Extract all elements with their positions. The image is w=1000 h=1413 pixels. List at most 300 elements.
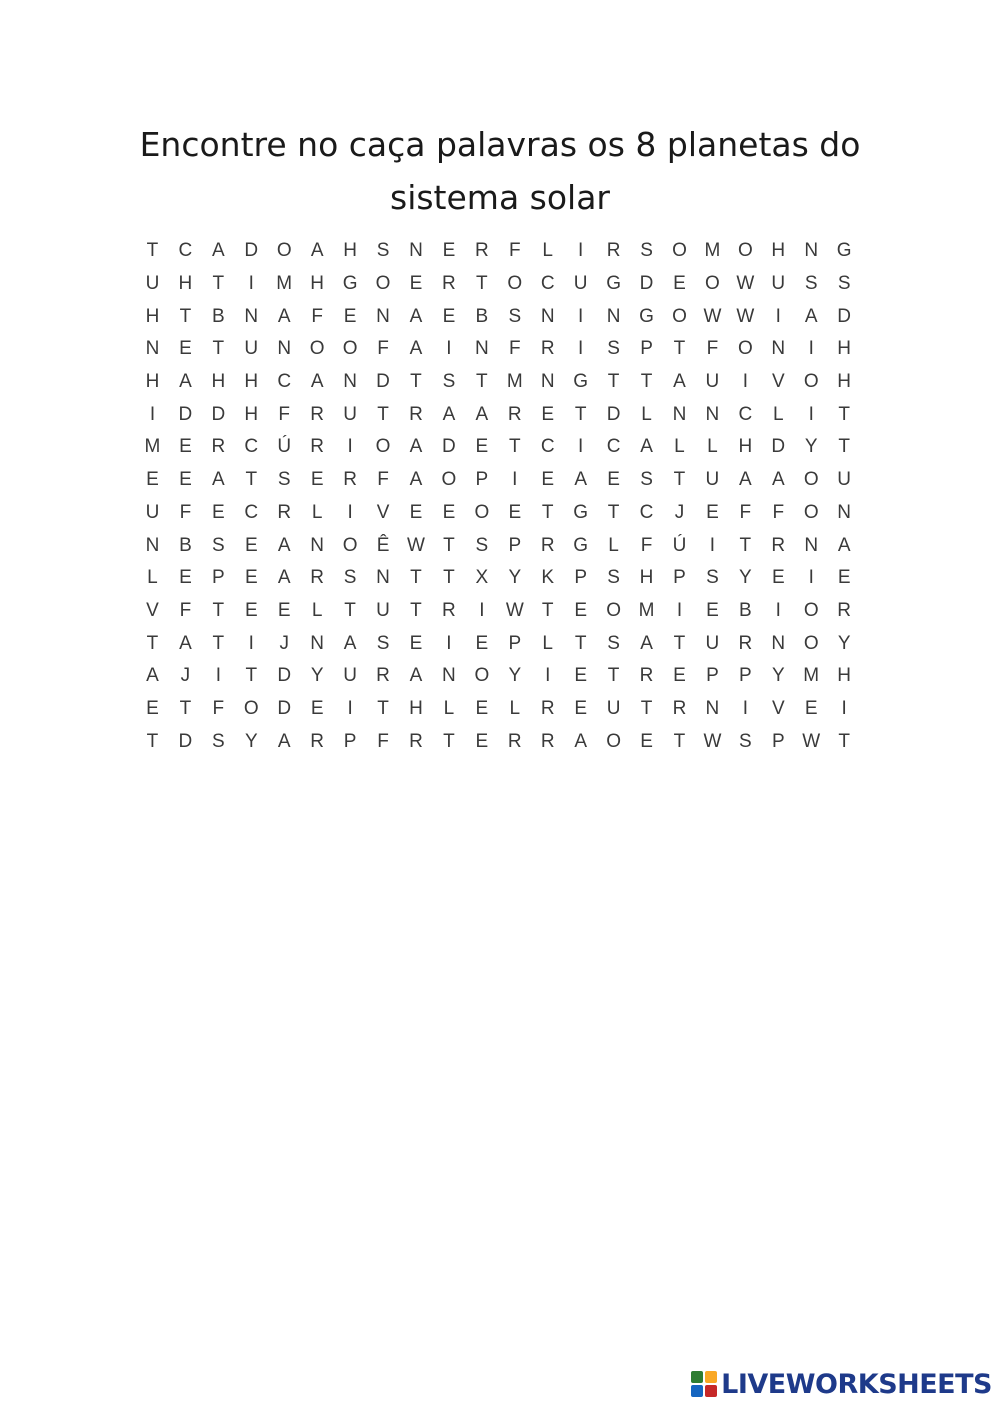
grid-letter[interactable]: F xyxy=(772,501,785,523)
grid-letter[interactable]: I xyxy=(578,240,584,262)
grid-letter[interactable]: A xyxy=(574,730,587,752)
grid-letter[interactable]: S xyxy=(343,567,357,589)
grid-letter[interactable]: T xyxy=(410,567,422,589)
grid-letter[interactable]: I xyxy=(742,371,748,393)
grid-letter[interactable]: E xyxy=(310,697,324,719)
grid-letter[interactable]: A xyxy=(212,469,225,491)
grid-letter[interactable]: P xyxy=(508,632,522,654)
grid-letter[interactable]: T xyxy=(640,371,653,393)
grid-letter[interactable]: H xyxy=(244,403,259,425)
grid-letter[interactable]: E xyxy=(146,469,159,491)
grid-letter[interactable]: E xyxy=(837,567,851,589)
grid-letter[interactable]: U xyxy=(145,501,160,523)
grid-letter[interactable]: R xyxy=(771,534,786,556)
grid-letter[interactable]: R xyxy=(606,240,621,262)
grid-letter[interactable]: S xyxy=(376,632,390,654)
grid-letter[interactable]: E xyxy=(804,697,818,719)
grid-letter[interactable]: Y xyxy=(771,665,785,687)
grid-letter[interactable]: W xyxy=(802,730,821,752)
grid-letter[interactable]: R xyxy=(540,338,555,360)
grid-letter[interactable]: E xyxy=(607,469,620,491)
grid-letter[interactable]: I xyxy=(578,305,584,327)
grid-letter[interactable]: L xyxy=(542,632,553,654)
grid-letter[interactable]: M xyxy=(803,665,820,687)
grid-letter[interactable]: V xyxy=(376,501,390,523)
grid-letter[interactable]: I xyxy=(578,436,584,458)
grid-letter[interactable]: N xyxy=(837,501,852,523)
grid-letter[interactable]: U xyxy=(145,273,160,295)
grid-letter[interactable]: E xyxy=(475,697,489,719)
grid-letter[interactable]: I xyxy=(215,665,221,687)
grid-letter[interactable]: E xyxy=(409,501,423,523)
grid-letter[interactable]: C xyxy=(244,436,259,458)
grid-letter[interactable]: K xyxy=(541,567,555,589)
grid-letter[interactable]: T xyxy=(179,305,192,327)
grid-letter[interactable]: H xyxy=(409,697,423,719)
grid-letter[interactable]: R xyxy=(277,501,292,523)
grid-letter[interactable]: S xyxy=(640,469,653,491)
grid-letter[interactable]: A xyxy=(343,632,357,654)
grid-letter[interactable]: F xyxy=(377,469,389,491)
grid-letter[interactable]: E xyxy=(673,273,686,295)
grid-letter[interactable]: D xyxy=(606,403,621,425)
grid-letter[interactable]: E xyxy=(179,436,192,458)
grid-letter[interactable]: E xyxy=(673,665,686,687)
word-search-grid[interactable] xyxy=(136,235,861,758)
grid-letter[interactable]: U xyxy=(376,599,390,621)
grid-letter[interactable]: N xyxy=(376,305,390,327)
grid-letter[interactable]: M xyxy=(144,436,161,458)
grid-letter[interactable]: L xyxy=(147,567,158,589)
grid-letter[interactable]: B xyxy=(739,599,752,621)
grid-letter[interactable]: N xyxy=(409,240,423,262)
grid-letter[interactable]: E xyxy=(574,697,587,719)
grid-letter[interactable]: T xyxy=(640,697,653,719)
grid-letter[interactable]: P xyxy=(475,469,489,491)
grid-letter[interactable]: R xyxy=(474,240,489,262)
grid-letter[interactable]: S xyxy=(277,469,291,491)
grid-letter[interactable]: E xyxy=(212,501,225,523)
grid-letter[interactable]: R xyxy=(409,403,423,425)
grid-letter[interactable]: Y xyxy=(739,567,752,589)
grid-letter[interactable]: Y xyxy=(244,730,258,752)
grid-letter[interactable]: H xyxy=(837,665,852,687)
grid-letter[interactable]: R xyxy=(409,730,423,752)
grid-letter[interactable]: E xyxy=(244,599,258,621)
grid-letter[interactable]: R xyxy=(837,599,852,621)
grid-letter[interactable]: L xyxy=(608,534,619,556)
grid-letter[interactable]: T xyxy=(410,371,422,393)
grid-letter[interactable]: A xyxy=(409,338,423,360)
grid-letter[interactable]: L xyxy=(772,403,784,425)
grid-letter[interactable]: R xyxy=(310,730,325,752)
grid-letter[interactable]: O xyxy=(672,240,687,262)
grid-letter[interactable]: U xyxy=(244,338,259,360)
grid-letter[interactable]: R xyxy=(343,469,357,491)
grid-letter[interactable]: I xyxy=(248,273,254,295)
grid-letter[interactable]: G xyxy=(639,305,654,327)
grid-letter[interactable]: A xyxy=(771,469,785,491)
grid-letter[interactable]: C xyxy=(540,273,555,295)
grid-letter[interactable]: T xyxy=(508,436,521,458)
grid-letter[interactable]: T xyxy=(212,632,225,654)
grid-letter[interactable]: F xyxy=(179,599,192,621)
grid-letter[interactable]: Y xyxy=(508,567,522,589)
grid-letter[interactable]: A xyxy=(146,665,159,687)
grid-letter[interactable]: R xyxy=(540,534,555,556)
grid-letter[interactable]: W xyxy=(703,730,722,752)
grid-letter[interactable]: S xyxy=(212,730,225,752)
grid-letter[interactable]: F xyxy=(508,240,521,262)
grid-letter[interactable]: T xyxy=(838,436,850,458)
grid-letter[interactable]: U xyxy=(606,697,621,719)
grid-letter[interactable]: R xyxy=(310,567,325,589)
grid-letter[interactable]: T xyxy=(212,273,225,295)
grid-letter[interactable]: A xyxy=(409,469,423,491)
grid-letter[interactable]: C xyxy=(244,501,259,523)
grid-letter[interactable]: I xyxy=(149,403,156,425)
grid-letter[interactable]: D xyxy=(244,240,259,262)
grid-letter[interactable]: F xyxy=(311,305,323,327)
grid-letter[interactable]: U xyxy=(771,273,786,295)
grid-letter[interactable]: T xyxy=(476,371,488,393)
grid-letter[interactable]: H xyxy=(837,371,852,393)
grid-letter[interactable]: I xyxy=(347,501,353,523)
grid-letter[interactable]: E xyxy=(541,469,555,491)
grid-letter[interactable]: E xyxy=(442,501,456,523)
grid-letter[interactable]: N xyxy=(606,305,621,327)
grid-letter[interactable]: E xyxy=(508,501,522,523)
grid-letter[interactable]: C xyxy=(639,501,654,523)
grid-letter[interactable]: U xyxy=(705,469,720,491)
grid-letter[interactable]: I xyxy=(446,632,452,654)
grid-letter[interactable]: H xyxy=(639,567,654,589)
grid-letter[interactable]: O xyxy=(803,632,819,654)
grid-letter[interactable]: I xyxy=(347,436,353,458)
grid-letter[interactable]: I xyxy=(479,599,485,621)
grid-letter[interactable]: U xyxy=(705,632,720,654)
grid-letter[interactable]: S xyxy=(607,567,620,589)
grid-letter[interactable]: O xyxy=(375,273,391,295)
grid-letter[interactable]: F xyxy=(377,338,389,360)
grid-letter[interactable]: T xyxy=(739,534,752,556)
grid-letter[interactable]: C xyxy=(178,240,193,262)
grid-letter[interactable]: G xyxy=(573,371,589,393)
grid-letter[interactable]: V xyxy=(146,599,159,621)
grid-letter[interactable]: O xyxy=(803,501,819,523)
grid-letter[interactable]: J xyxy=(674,501,685,523)
grid-letter[interactable]: S xyxy=(475,534,489,556)
grid-letter[interactable]: E xyxy=(310,469,324,491)
grid-letter[interactable]: N xyxy=(474,338,489,360)
grid-letter[interactable]: B xyxy=(475,305,489,327)
grid-letter[interactable]: N xyxy=(804,534,819,556)
grid-letter[interactable]: A xyxy=(673,371,686,393)
grid-letter[interactable]: T xyxy=(245,665,258,687)
grid-letter[interactable]: Y xyxy=(508,665,522,687)
grid-letter[interactable]: I xyxy=(248,632,254,654)
grid-letter[interactable]: H xyxy=(771,240,786,262)
grid-letter[interactable]: I xyxy=(676,599,683,621)
grid-letter[interactable]: V xyxy=(771,371,785,393)
grid-letter[interactable]: W xyxy=(736,273,755,295)
grid-letter[interactable]: L xyxy=(509,697,521,719)
grid-letter[interactable]: A xyxy=(277,567,291,589)
grid-letter[interactable]: F xyxy=(377,730,389,752)
grid-letter[interactable]: M xyxy=(506,371,523,393)
grid-letter[interactable]: R xyxy=(540,730,555,752)
grid-letter[interactable]: R xyxy=(442,273,456,295)
grid-letter[interactable]: S xyxy=(837,273,851,295)
grid-letter[interactable]: S xyxy=(706,567,719,589)
grid-letter[interactable]: C xyxy=(277,371,292,393)
grid-letter[interactable]: Ú xyxy=(277,436,292,458)
grid-letter[interactable]: F xyxy=(179,501,192,523)
grid-letter[interactable]: U xyxy=(705,371,720,393)
grid-letter[interactable]: T xyxy=(476,273,488,295)
grid-letter[interactable]: E xyxy=(343,305,357,327)
grid-letter[interactable]: L xyxy=(641,403,652,425)
grid-letter[interactable]: T xyxy=(607,501,620,523)
grid-letter[interactable]: T xyxy=(245,469,258,491)
grid-letter[interactable]: T xyxy=(212,599,225,621)
grid-letter[interactable]: A xyxy=(277,730,291,752)
grid-letter[interactable]: Y xyxy=(310,665,324,687)
grid-letter[interactable]: E xyxy=(475,730,489,752)
grid-letter[interactable]: O xyxy=(507,273,523,295)
grid-letter[interactable]: H xyxy=(310,273,325,295)
grid-letter[interactable]: T xyxy=(377,403,389,425)
grid-letter[interactable]: T xyxy=(673,338,686,360)
grid-letter[interactable]: I xyxy=(841,697,847,719)
grid-letter[interactable]: W xyxy=(703,305,722,327)
grid-letter[interactable]: V xyxy=(771,697,785,719)
grid-letter[interactable]: R xyxy=(442,599,456,621)
grid-letter[interactable]: A xyxy=(574,469,587,491)
grid-letter[interactable]: O xyxy=(342,338,358,360)
grid-letter[interactable]: L xyxy=(707,436,718,458)
grid-letter[interactable]: J xyxy=(279,632,289,654)
grid-letter[interactable]: U xyxy=(573,273,588,295)
grid-letter[interactable]: S xyxy=(376,240,390,262)
grid-letter[interactable]: E xyxy=(640,730,653,752)
grid-letter[interactable]: T xyxy=(212,338,225,360)
grid-letter[interactable]: H xyxy=(145,371,160,393)
grid-letter[interactable]: P xyxy=(771,730,785,752)
grid-letter[interactable]: I xyxy=(512,469,518,491)
grid-letter[interactable]: T xyxy=(410,599,422,621)
grid-letter[interactable]: N xyxy=(376,567,390,589)
grid-letter[interactable]: N xyxy=(277,338,292,360)
grid-letter[interactable]: Y xyxy=(804,436,818,458)
grid-letter[interactable]: R xyxy=(540,697,555,719)
grid-letter[interactable]: W xyxy=(407,534,425,556)
grid-letter[interactable]: L xyxy=(674,436,685,458)
grid-letter[interactable]: U xyxy=(343,665,357,687)
grid-letter[interactable]: N xyxy=(771,338,786,360)
grid-letter[interactable]: Ê xyxy=(376,534,390,556)
grid-letter[interactable]: A xyxy=(409,305,423,327)
grid-letter[interactable]: H xyxy=(343,240,357,262)
grid-letter[interactable]: S xyxy=(508,305,522,327)
grid-letter[interactable]: E xyxy=(541,403,555,425)
grid-letter[interactable]: C xyxy=(738,403,753,425)
grid-letter[interactable]: S xyxy=(607,632,620,654)
grid-letter[interactable]: N xyxy=(145,534,160,556)
grid-letter[interactable]: D xyxy=(639,273,654,295)
grid-letter[interactable]: O xyxy=(672,305,687,327)
grid-letter[interactable]: E xyxy=(442,240,456,262)
grid-letter[interactable]: T xyxy=(443,567,455,589)
grid-letter[interactable]: R xyxy=(507,403,522,425)
grid-letter[interactable]: T xyxy=(574,632,587,654)
grid-letter[interactable]: O xyxy=(803,469,819,491)
grid-letter[interactable]: A xyxy=(739,469,752,491)
grid-letter[interactable]: O xyxy=(276,240,292,262)
grid-letter[interactable]: A xyxy=(277,305,291,327)
grid-letter[interactable]: I xyxy=(446,338,452,360)
grid-letter[interactable]: E xyxy=(409,632,423,654)
grid-letter[interactable]: R xyxy=(738,632,753,654)
grid-letter[interactable]: B xyxy=(212,305,225,327)
grid-letter[interactable]: S xyxy=(739,730,752,752)
grid-letter[interactable]: N xyxy=(540,371,555,393)
grid-letter[interactable]: L xyxy=(311,501,323,523)
grid-letter[interactable]: G xyxy=(573,501,589,523)
grid-letter[interactable]: R xyxy=(211,436,226,458)
grid-letter[interactable]: L xyxy=(443,697,455,719)
grid-letter[interactable]: O xyxy=(705,273,720,295)
grid-letter[interactable]: D xyxy=(376,371,390,393)
grid-letter[interactable]: J xyxy=(180,665,191,687)
grid-letter[interactable]: T xyxy=(146,730,159,752)
grid-letter[interactable]: I xyxy=(775,599,781,621)
grid-letter[interactable]: I xyxy=(709,534,716,556)
grid-letter[interactable]: X xyxy=(475,567,489,589)
grid-letter[interactable]: H xyxy=(837,338,852,360)
grid-letter[interactable]: A xyxy=(310,371,324,393)
grid-letter[interactable]: A xyxy=(837,534,851,556)
grid-letter[interactable]: P xyxy=(706,665,719,687)
grid-letter[interactable]: T xyxy=(443,534,455,556)
grid-letter[interactable]: P xyxy=(673,567,686,589)
grid-letter[interactable]: T xyxy=(673,469,686,491)
grid-letter[interactable]: T xyxy=(146,240,159,262)
grid-letter[interactable]: N xyxy=(442,665,456,687)
grid-letter[interactable]: A xyxy=(277,534,291,556)
grid-letter[interactable]: D xyxy=(442,436,456,458)
grid-letter[interactable]: F xyxy=(278,403,291,425)
grid-letter[interactable]: O xyxy=(342,534,358,556)
grid-letter[interactable]: I xyxy=(775,305,781,327)
grid-letter[interactable]: A xyxy=(442,403,456,425)
grid-letter[interactable]: G xyxy=(606,273,621,295)
grid-letter[interactable]: A xyxy=(409,436,423,458)
grid-letter[interactable]: U xyxy=(343,403,357,425)
grid-letter[interactable]: A xyxy=(212,240,225,262)
grid-letter[interactable]: E xyxy=(475,436,489,458)
grid-letter[interactable]: T xyxy=(377,697,389,719)
grid-letter[interactable]: T xyxy=(838,403,850,425)
grid-letter[interactable]: T xyxy=(541,501,554,523)
grid-letter[interactable]: O xyxy=(803,371,819,393)
grid-letter[interactable]: I xyxy=(578,338,584,360)
grid-letter[interactable]: E xyxy=(244,534,258,556)
grid-letter[interactable]: D xyxy=(211,403,226,425)
grid-letter[interactable]: T xyxy=(607,371,620,393)
grid-letter[interactable]: S xyxy=(640,240,653,262)
grid-letter[interactable]: P xyxy=(574,567,587,589)
grid-letter[interactable]: E xyxy=(706,501,719,523)
grid-letter[interactable]: T xyxy=(673,632,686,654)
grid-letter[interactable]: A xyxy=(179,632,192,654)
grid-letter[interactable]: E xyxy=(179,469,192,491)
grid-letter[interactable]: T xyxy=(673,730,686,752)
grid-letter[interactable]: F xyxy=(739,501,752,523)
grid-letter[interactable]: N xyxy=(310,534,325,556)
grid-letter[interactable]: N xyxy=(343,371,357,393)
grid-letter[interactable]: R xyxy=(507,730,522,752)
grid-letter[interactable]: A xyxy=(640,436,653,458)
grid-letter[interactable]: G xyxy=(573,534,589,556)
grid-letter[interactable]: F xyxy=(212,697,225,719)
grid-letter[interactable]: F xyxy=(640,534,653,556)
grid-letter[interactable]: G xyxy=(836,240,852,262)
grid-letter[interactable]: I xyxy=(808,338,814,360)
grid-letter[interactable]: L xyxy=(542,240,553,262)
grid-letter[interactable]: D xyxy=(277,697,292,719)
grid-letter[interactable]: R xyxy=(639,665,654,687)
grid-letter[interactable]: S xyxy=(442,371,456,393)
grid-letter[interactable]: O xyxy=(441,469,457,491)
grid-letter[interactable]: S xyxy=(607,338,620,360)
grid-letter[interactable]: A xyxy=(179,371,192,393)
grid-letter[interactable]: H xyxy=(178,273,193,295)
grid-letter[interactable]: O xyxy=(606,599,621,621)
grid-letter[interactable]: T xyxy=(146,632,159,654)
grid-letter[interactable]: E xyxy=(179,567,192,589)
grid-letter[interactable]: Y xyxy=(837,632,851,654)
grid-letter[interactable]: O xyxy=(309,338,325,360)
grid-letter[interactable]: T xyxy=(179,697,192,719)
grid-letter[interactable]: P xyxy=(343,730,357,752)
grid-letter[interactable]: T xyxy=(607,665,620,687)
grid-letter[interactable]: M xyxy=(276,273,293,295)
grid-letter[interactable]: O xyxy=(737,338,753,360)
grid-letter[interactable]: T xyxy=(574,403,587,425)
grid-letter[interactable]: E xyxy=(706,599,719,621)
grid-letter[interactable]: N xyxy=(145,338,160,360)
grid-letter[interactable]: I xyxy=(808,567,814,589)
grid-letter[interactable]: E xyxy=(574,665,587,687)
grid-letter[interactable]: D xyxy=(277,665,292,687)
grid-letter[interactable]: N xyxy=(672,403,687,425)
grid-letter[interactable]: T xyxy=(838,730,850,752)
grid-letter[interactable]: N xyxy=(540,305,555,327)
grid-letter[interactable]: N xyxy=(310,632,325,654)
grid-letter[interactable]: I xyxy=(347,697,353,719)
grid-letter[interactable]: I xyxy=(808,403,814,425)
grid-letter[interactable]: D xyxy=(178,403,193,425)
grid-letter[interactable]: B xyxy=(179,534,192,556)
grid-letter[interactable]: H xyxy=(738,436,753,458)
grid-letter[interactable]: C xyxy=(540,436,555,458)
grid-letter[interactable]: R xyxy=(310,403,325,425)
grid-letter[interactable]: O xyxy=(243,697,259,719)
grid-letter[interactable]: H xyxy=(244,371,259,393)
grid-letter[interactable]: E xyxy=(574,599,587,621)
grid-letter[interactable]: O xyxy=(474,501,490,523)
